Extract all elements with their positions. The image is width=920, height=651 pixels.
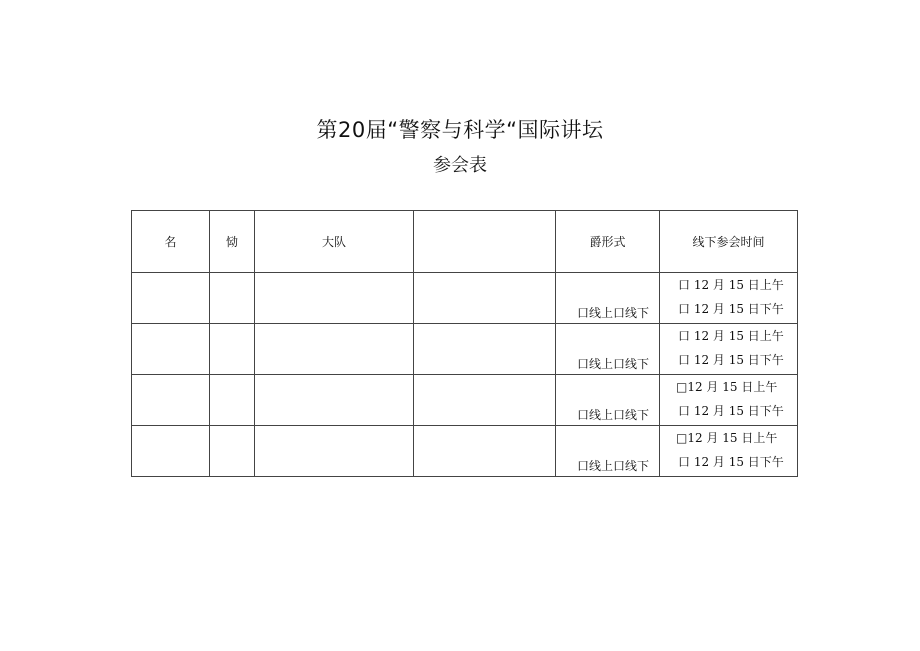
cell-col2[interactable]: [210, 426, 255, 477]
cell-col2[interactable]: [210, 324, 255, 375]
attendance-mode-options[interactable]: 口线上口线下: [556, 426, 660, 477]
cell-unit[interactable]: [255, 273, 414, 324]
cell-unit[interactable]: [255, 324, 414, 375]
time-option-afternoon[interactable]: 口 12 月 15 日下午: [678, 302, 784, 316]
time-option-afternoon[interactable]: 口 12 月 15 日下午: [678, 455, 784, 469]
cell-col2[interactable]: [210, 375, 255, 426]
table-row: [132, 426, 798, 477]
time-option-morning[interactable]: □12 月 15 日上午: [676, 431, 778, 445]
header-col4: [414, 211, 556, 273]
table-row: [132, 375, 798, 426]
header-mode: 爵形式: [556, 211, 660, 273]
table-header-row: [132, 211, 798, 273]
cell-unit[interactable]: [255, 426, 414, 477]
attendance-mode-options[interactable]: 口线上口线下: [556, 375, 660, 426]
cell-col4[interactable]: [414, 273, 556, 324]
table-row: [132, 324, 798, 375]
cell-unit[interactable]: [255, 375, 414, 426]
time-option-afternoon[interactable]: 口 12 月 15 日下午: [678, 404, 784, 418]
cell-col4[interactable]: [414, 324, 556, 375]
time-option-morning[interactable]: 口 12 月 15 日上午: [678, 278, 784, 292]
cell-col4[interactable]: [414, 375, 556, 426]
attendance-mode-options[interactable]: 口线上口线下: [556, 273, 660, 324]
header-col2: 恸: [210, 211, 255, 273]
header-time: 线下参会时间: [660, 211, 798, 273]
time-option-morning[interactable]: 口 12 月 15 日上午: [678, 329, 784, 343]
cell-name[interactable]: [132, 375, 210, 426]
cell-name[interactable]: [132, 324, 210, 375]
cell-col2[interactable]: [210, 273, 255, 324]
cell-name[interactable]: [132, 426, 210, 477]
registration-table: [131, 210, 798, 477]
attendance-time-cell: [660, 426, 798, 477]
page-subtitle: 参会表: [433, 155, 487, 176]
header-name: 名: [132, 211, 210, 273]
attendance-time-cell: [660, 273, 798, 324]
attendance-time-cell: [660, 324, 798, 375]
header-unit: 大队: [255, 211, 414, 273]
attendance-time-cell: [660, 375, 798, 426]
page-title: 第20届“警察与科学“国际讲坛: [316, 118, 604, 142]
table-row: [132, 273, 798, 324]
time-option-morning[interactable]: □12 月 15 日上午: [676, 380, 778, 394]
attendance-mode-options[interactable]: 口线上口线下: [556, 324, 660, 375]
time-option-afternoon[interactable]: 口 12 月 15 日下午: [678, 353, 784, 367]
cell-col4[interactable]: [414, 426, 556, 477]
cell-name[interactable]: [132, 273, 210, 324]
